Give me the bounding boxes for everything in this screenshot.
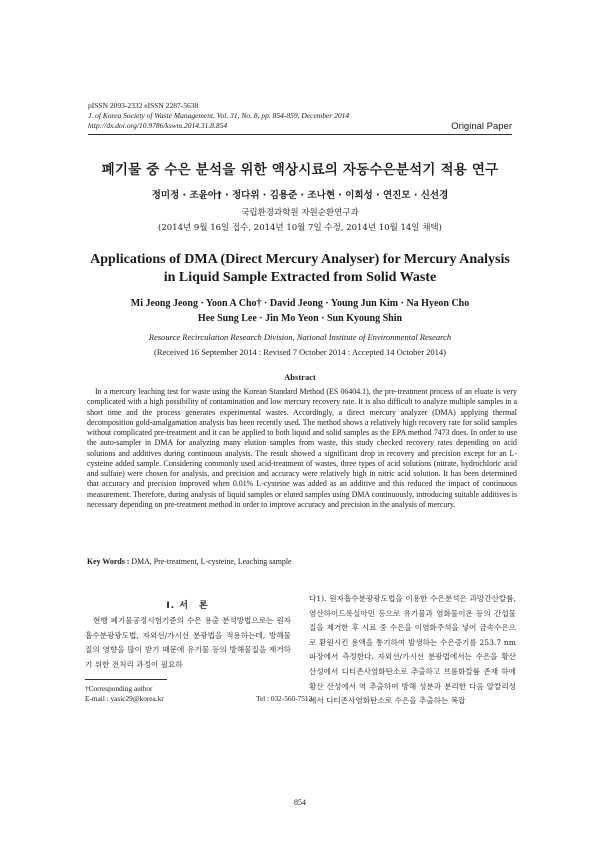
- journal-citation: J. of Korea Society of Waste Management, Vol. 31, No. 8, pp. 854-859, December 2014: [88, 111, 350, 120]
- english-title: [60, 251, 540, 287]
- journal-meta: [88, 101, 349, 131]
- korean-dates: (2014년 9월 16일 접수, 2014년 10월 7일 수정, 2014년 10월 14일 채택): [158, 223, 442, 233]
- keywords-list: DMA, Pre-treatment, L-cysteine, Leaching sample: [131, 557, 292, 566]
- doi-link[interactable]: http://dx.doi.org/10.9786/kswm.2014.31.8.854: [88, 121, 228, 130]
- footnote-email: E-mail : yasic29@korea.kr: [85, 694, 164, 703]
- header-rule: [88, 134, 512, 135]
- english-authors: [60, 296, 540, 326]
- body-column-right: 다1). 원자흡수분광광도법을 이용한 수은분석은 과망간산칼륨, 염산하이드록실아민 등으로 유기물과 염화물이온 등의 간섭물질을 제거한 후 시료 중 수은을 이염화주석을 넣어 금속수은으로 환원시킨 용액을 통기하여 발생하는 수은증기를 253.7 nm 파장에서 측정한다. 자외선/가시선 분광법에서는 수은을 황산 산성에서 디티존사염화탄소로 추출하고 브롬화칼륨 존재 하에 황산 산성에서 역 추출하여 방해 성분과 분리한 다음 알칼리성에서 디티존사염화탄소로 수은을 추출하는 복잡: [309, 594, 516, 706]
- keywords-label: Key Words :: [87, 557, 130, 566]
- footnote-rule: [85, 679, 167, 680]
- english-authors-line2: Hee Sung Lee · Jin Mo Yeon · Sun Kyoung Shin: [197, 313, 403, 324]
- korean-title: 폐기물 중 수은 분석을 위한 액상시료의 자동수은분석기 적용 연구: [101, 162, 499, 178]
- english-title-line1: Applications of DMA (Direct Mercury Analyser) for Mercury Analysis: [90, 252, 510, 267]
- korean-affiliation: 국립환경과학원 자원순환연구과: [241, 208, 359, 218]
- issn-line: pISSN 2093-2332 eISSN 2287-5638: [88, 101, 199, 110]
- section-heading-introduction: I. 서 론: [166, 601, 209, 611]
- body-column-left: 현행 폐기물공정시험기준의 수은 용출 분석방법으로는 원자흡수분광광도법, 자외선/가시선 분광법을 적용하는데, 방해물질의 영향을 많이 받기 때문에 유기물 등의 방해물질을 제거하기 위한 전처리 과정이 필요하: [85, 616, 291, 669]
- english-title-line2: in Liquid Sample Extracted from Solid Waste: [163, 270, 437, 285]
- abstract-text: In a mercury leaching test for waste using the Korean Standard Method (ES 06404.1), the pre-treatment process of an eluate is very complicated with a high possibility of contamination and low mercury recovery rate. It is also difficult to analyze multiple samples in a short time and the process generates experimental wastes. Accordingly, a direct mercury analyzer (DMA) applying thermal decomposition gold-amalgamation analysis has been recently used. The method shows a relatively high recovery rate for solid samples without complicated pre-treatment and it can be applied to both liquid and solid samples as the EPA method 7473 does. In order to use the auto-sampler in DMA for analyzing many elution samples from waste, this study checked recovery rates depending on acid solutions and additives during continuous analysis. The result showed a significant drop in recovery and precision except for an L-cysteine added sample. Considering commonly used acid-treatment of wastes, three types of acid solutions (nitrate, hydrochloric acid and sulfate) were chosen for analysis, and precision and accuracy were relatively high in nitric acid solution. It has been determined that accuracy and precision improved when 0.01% L-cysteine was added as an additive and this reduced the impact of continuous measurement. Therefore, during analysis of liquid samples or eluted samples using DMA continuously, introducing suitable additives is necessary depending on pre-treatment method in order to improve accuracy and precision in the analysis of mercury.: [87, 387, 517, 509]
- page-number: 854: [294, 798, 306, 807]
- article-type-label: Original Paper: [451, 121, 512, 132]
- english-dates: (Received 16 September 2014 : Revised 7 October 2014 : Accepted 14 October 2014): [154, 347, 446, 357]
- abstract-heading: Abstract: [284, 372, 316, 382]
- keywords: [87, 557, 292, 566]
- footnote: [85, 684, 313, 704]
- korean-authors: 정미정 · 조윤아† · 정다위 · 김용준 · 조나현 · 이희성 · 연진모 · 신선경: [151, 190, 449, 201]
- footnote-label: †Corresponding author: [85, 684, 153, 693]
- english-affiliation: Resource Recirculation Research Division, National Institute of Environmental Research: [148, 332, 452, 342]
- english-authors-line1: Mi Jeong Jeong · Yoon A Cho† · David Jeong · Young Jun Kim · Na Hyeon Cho: [130, 298, 470, 309]
- footnote-tel: Tel : 032-560-7513: [256, 694, 313, 703]
